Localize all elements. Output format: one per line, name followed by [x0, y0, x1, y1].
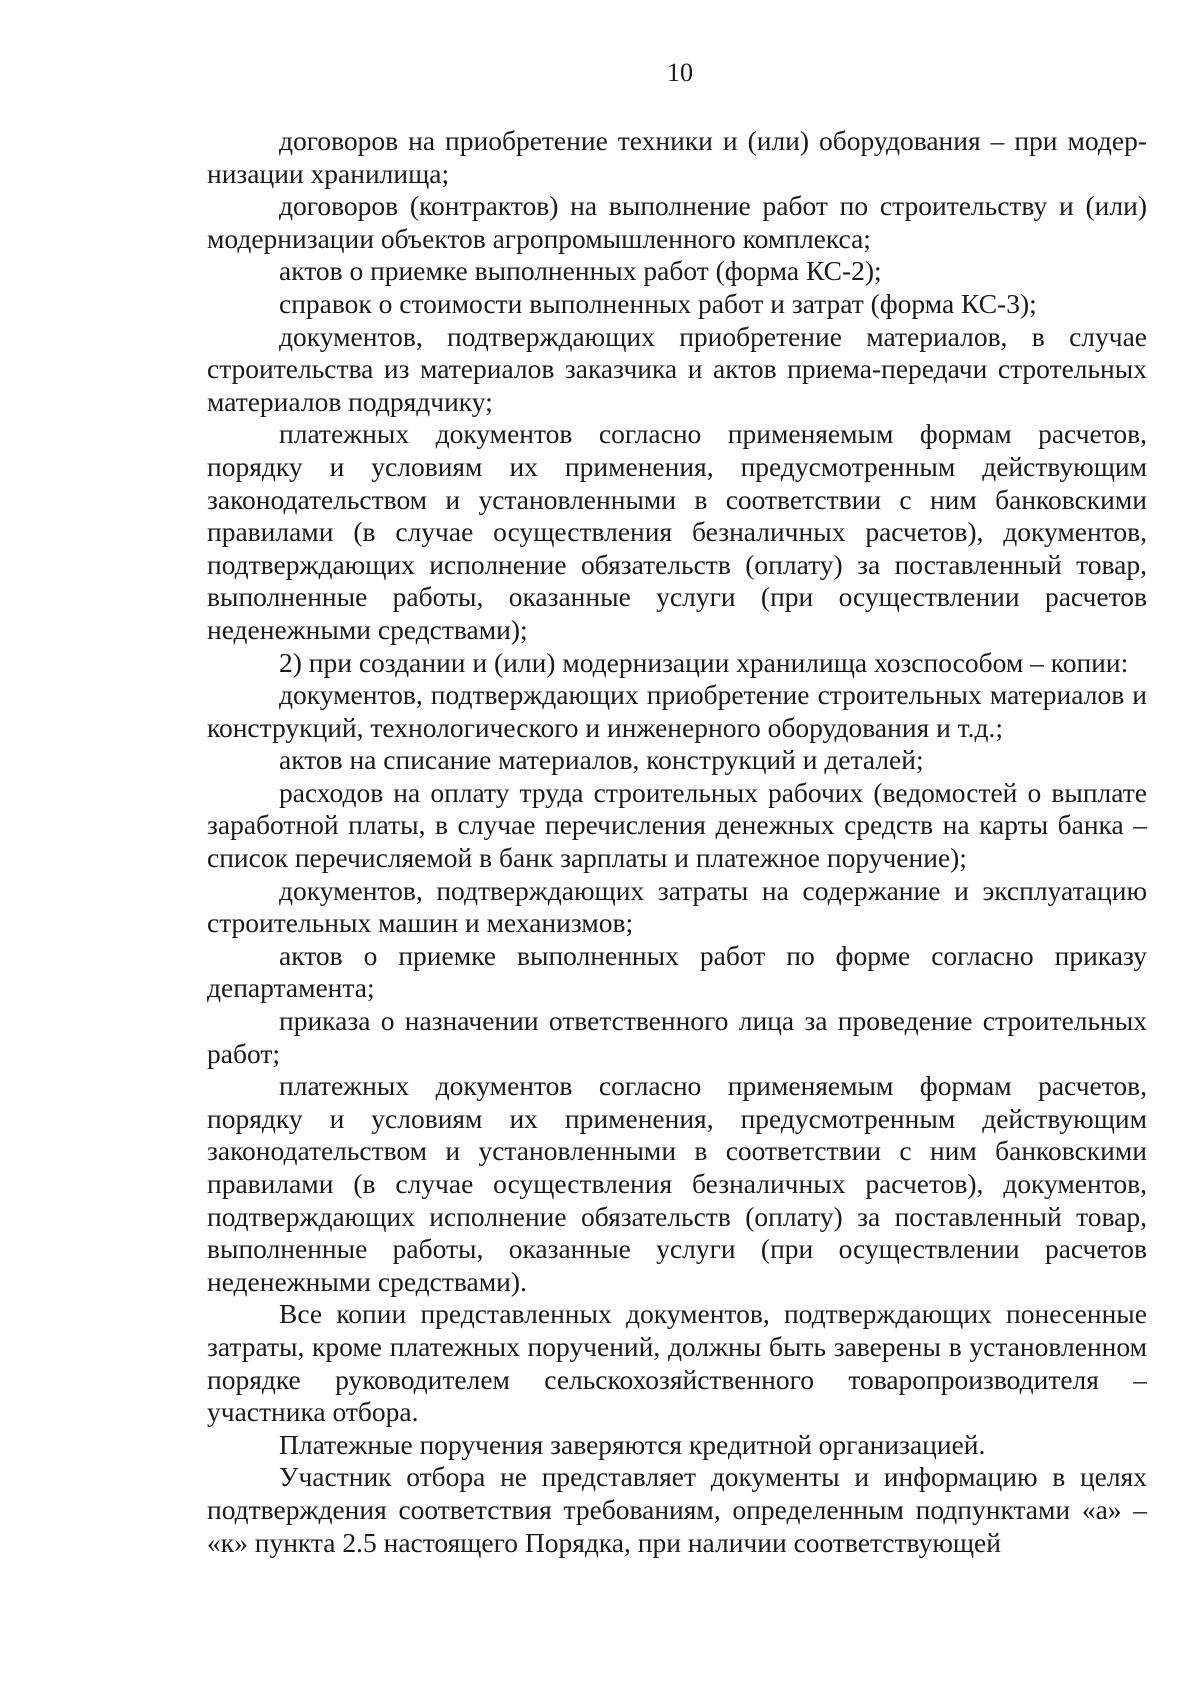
paragraph: актов на списание материалов, конструкций и деталей;	[279, 744, 924, 776]
paragraph: расходов на оплату труда строительных рабочих (ведомостей о выплате заработной платы, в случае перечисления денежных средств на карты банка – список перечисляемой в банк зарплаты и платежное поручение);	[207, 776, 1147, 874]
paragraph: справок о стоимости выполненных работ и затрат (форма КС-3);	[279, 287, 1037, 319]
paragraph: договоров (контрактов) на выполнение работ по строительству и (или) модернизации объектов агропромышленного комплекса;	[207, 190, 1147, 254]
paragraph: документов, подтверждающих приобретение строительных материалов и конструкций, технологического и инженерного оборудования и т.д.;	[207, 679, 1147, 743]
paragraph: платежных документов согласно применяемым формам расчетов, порядку и условиям их применения, предусмотренным действующим законодательством и установленными в соответствии с ним банковскими правилами (в случае осуществления безналичных расчетов), документов, подтверждающих исполнение обязательств (оплату) за поставленный товар, выполненные работы, оказанные услуги (при осуществлении расчетов неденежными средствами);	[207, 418, 1147, 645]
paragraph: Все копии представленных документов, подтверждающих понесенные затраты, кроме платежных поручений, должны быть заверены в установленном порядке руководителем сельскохозяйственного товаропроизводителя – участника отбора.	[207, 1298, 1147, 1428]
document-body	[207, 125, 1147, 1559]
paragraph: актов о приемке выполненных работ по форме согласно приказу департамента;	[207, 939, 1147, 1004]
paragraph: 2) при создании и (или) модернизации хранилища хозспособом – копии:	[279, 646, 1129, 678]
page-number: 10	[667, 58, 693, 87]
paragraph: документов, подтверждающих приобретение материалов, в случае строительства из материалов заказчика и актов приема-передачи стротельных материалов подрядчику;	[207, 320, 1147, 417]
paragraph: Участник отбора не представляет документы и информацию в целях подтверждения соответствия требованиям, определенным подпунктами «а» – «к» пункта 2.5 настоящего Порядка, при наличии соответствующей	[207, 1461, 1147, 1558]
paragraph: приказа о назначении ответственного лица за проведение строительных работ;	[207, 1005, 1147, 1069]
paragraph: договоров на приобретение техники и (или) оборудования – при модернизации хранилища;	[207, 125, 1147, 189]
paragraph: платежных документов согласно применяемым формам расчетов, порядку и условиям их применения, предусмотренным действующим законодательством и установленными в соответствии с ним банковскими правилами (в случае осуществления безналичных расчетов), документов, подтверждающих исполнение обязательств (оплату) за поставленный товар, выполненные работы, оказанные услуги (при осуществлении расчетов неденежными средствами).	[207, 1070, 1147, 1297]
paragraph: актов о приемке выполненных работ (форма КС-2);	[279, 255, 882, 287]
paragraph: Платежные поручения заверяются кредитной организацией.	[279, 1428, 986, 1460]
paragraph: документов, подтверждающих затраты на содержание и эксплуатацию строительных машин и механизмов;	[207, 874, 1147, 939]
